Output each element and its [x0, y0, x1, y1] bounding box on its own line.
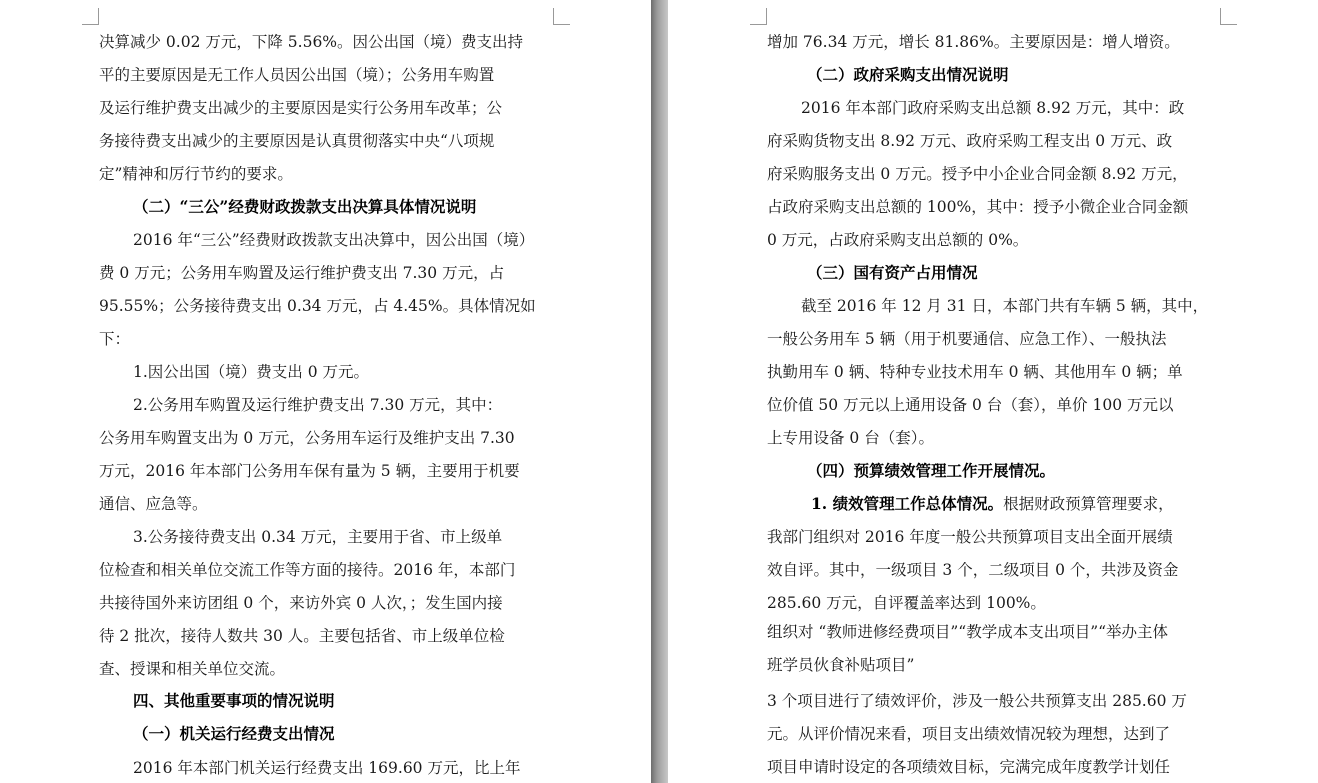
paragraph-line: 公务用车购置支出为 0 万元，公务用车运行及维护支出 7.30 [99, 429, 515, 447]
subsection-heading: （一）机关运行经费支出情况 [133, 724, 335, 743]
margin-corner-mark [750, 8, 767, 25]
document-page-left [0, 0, 651, 783]
paragraph-line: 位价值 50 万元以上通用设备 0 台（套），单价 100 万元以 [767, 396, 1174, 414]
subsection-heading: （二）政府采购支出情况说明 [807, 65, 1009, 84]
paragraph-line: 0 万元，占政府采购支出总额的 0%。 [767, 231, 1029, 249]
paragraph-line: 府采购服务支出 0 万元。授予中小企业合同金额 8.92 万元， [767, 165, 1188, 183]
margin-corner-mark [553, 8, 570, 25]
paragraph-line: 府采购货物支出 8.92 万元、政府采购工程支出 0 万元、政 [767, 132, 1173, 150]
list-item: 1.因公出国（境）费支出 0 万元。 [133, 363, 370, 381]
paragraph-line: 查、授课和相关单位交流。 [99, 660, 286, 678]
paragraph-line: 平的主要原因是无工作人员因公出国（境）；公务用车购置 [99, 66, 495, 84]
paragraph-line: 位检查和相关单位交流工作等方面的接待。2016 年，本部门 [99, 561, 516, 579]
paragraph-line: 一般公务用车 5 辆（用于机要通信、应急工作）、一般执法 [767, 330, 1167, 348]
paragraph-line: 决算减少 0.02 万元，下降 5.56%。因公出国（境）费支出持 [99, 33, 524, 51]
paragraph-line: 2016 年本部门政府采购支出总额 8.92 万元，其中：政 [801, 99, 1185, 117]
paragraph-line: 占政府采购支出总额的 100%，其中：授予小微企业合同金额 [767, 198, 1189, 216]
bold-lead-in: 1. 绩效管理工作总体情况。 [811, 494, 1004, 513]
paragraph-line: 务接待费支出减少的主要原因是认真贯彻落实中央“八项规 [99, 132, 495, 150]
paragraph-line: 定”精神和厉行节约的要求。 [99, 165, 293, 183]
paragraph-text: 根据财政预算管理要求， [1003, 495, 1174, 513]
margin-corner-mark [1220, 8, 1237, 25]
paragraph-line: 下： [99, 330, 131, 348]
paragraph-line: 截至 2016 年 12 月 31 日，本部门共有车辆 5 辆，其中， [801, 297, 1209, 315]
list-item: 2.公务用车购置及运行维护费支出 7.30 万元，其中： [133, 396, 503, 414]
paragraph-line: 执勤用车 0 辆、特种专业技术用车 0 辆、其他用车 0 辆；单 [767, 363, 1183, 381]
section-heading: 四、其他重要事项的情况说明 [133, 691, 335, 710]
paragraph-line: 上专用设备 0 台（套）。 [767, 429, 934, 447]
section-heading: （二）“三公”经费财政拨款支出决算具体情况说明 [133, 197, 477, 216]
margin-corner-mark [82, 8, 99, 25]
paragraph-line: 效自评。其中，一级项目 3 个，二级项目 0 个，共涉及资金 [767, 561, 1179, 579]
paragraph-line: 285.60 万元，自评覆盖率达到 100%。 [767, 594, 1046, 612]
subsection-heading: （四）预算绩效管理工作开展情况。 [807, 461, 1056, 480]
paragraph-line: 3 个项目进行了绩效评价，涉及一般公共预算支出 285.60 万 [767, 692, 1187, 710]
paragraph-line: 项目申请时设定的各项绩效目标，完满完成年度教学计划任 [767, 758, 1171, 776]
list-item: 3.公务接待费支出 0.34 万元，主要用于省、市上级单 [133, 528, 503, 546]
paragraph-line: 及运行维护费支出减少的主要原因是实行公务用车改革；公 [99, 99, 503, 117]
paragraph-line: 万元，2016 年本部门公务用车保有量为 5 辆，主要用于机要 [99, 462, 520, 480]
paragraph-line: 通信、应急等。 [99, 495, 208, 513]
page-gutter [651, 0, 668, 783]
paragraph-line: 我部门组织对 2016 年度一般公共预算项目支出全面开展绩 [767, 528, 1173, 546]
paragraph-line: 共接待国外来访团组 0 个，来访外宾 0 人次，；发生国内接 [99, 594, 503, 612]
paragraph-line: 2016 年本部门机关运行经费支出 169.60 万元，比上年 [133, 759, 521, 777]
paragraph-line: 组织对 “教师进修经费项目”“教学成本支出项目”“举办主体 [767, 623, 1169, 641]
paragraph-line [811, 494, 1174, 514]
paragraph-line: 增加 76.34 万元，增长 81.86%。主要原因是：增人增资。 [767, 33, 1180, 51]
paragraph-line: 费 0 万元；公务用车购置及运行维护费支出 7.30 万元，占 [99, 264, 505, 282]
paragraph-line: 2016 年“三公”经费财政拨款支出决算中，因公出国（境） [133, 231, 535, 249]
document-page-right [668, 0, 1318, 783]
paragraph-line: 待 2 批次，接待人数共 30 人。主要包括省、市上级单位检 [99, 627, 505, 645]
paragraph-line: 班学员伙食补贴项目” [767, 656, 915, 674]
paragraph-line: 95.55%；公务接待费支出 0.34 万元，占 4.45%。具体情况如 [99, 297, 536, 315]
subsection-heading: （三）国有资产占用情况 [807, 263, 978, 282]
paragraph-line: 元。从评价情况来看，项目支出绩效情况较为理想，达到了 [767, 725, 1171, 743]
